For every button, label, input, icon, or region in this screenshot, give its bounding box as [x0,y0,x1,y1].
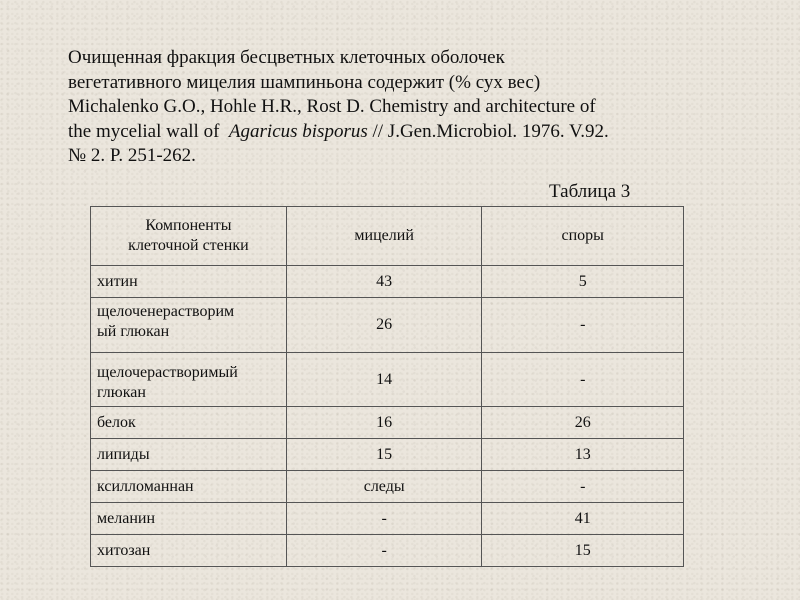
row-name-line-1: щелоченерастворим [97,303,235,320]
table-row [91,439,684,471]
table-row [91,353,684,407]
table-header-row [91,207,684,266]
row-mycelium-value: 14 [286,353,482,407]
row-name: хитин [91,266,287,298]
table-row [91,535,684,567]
intro-paragraph [68,46,728,169]
row-name-line-1: щелочерастворимый [97,364,238,381]
species-name-italic: Agaricus bisporus [228,120,368,142]
row-name-line-2: глюкан [97,384,146,401]
intro-line-4 [68,120,728,145]
header-spores: споры [482,207,684,266]
row-spores-value: - [482,471,684,503]
table-row [91,298,684,353]
row-mycelium-value: следы [286,471,482,503]
header-mycelium: мицелий [286,207,482,266]
header-components-line-1: Компоненты [145,217,232,234]
row-spores-value: 41 [482,503,684,535]
citation-text-after: // J.Gen.Microbiol. 1976. V.92. [372,120,609,142]
row-mycelium-value: 43 [286,266,482,298]
intro-line-2: вегетативного мицелия шампиньона содержит (% сух вес) [68,71,541,93]
row-mycelium-value: 26 [286,298,482,353]
header-components-line-2: клеточной стенки [128,237,249,254]
intro-line-5: № 2. P. 251-262. [68,145,196,167]
table-row [91,471,684,503]
row-mycelium-value: 15 [286,439,482,471]
row-name [91,353,287,407]
row-spores-value: - [482,353,684,407]
row-spores-value: 15 [482,535,684,567]
cell-wall-composition-table [90,206,684,567]
row-name [91,298,287,353]
intro-line-3: Michalenko G.O., Hohle H.R., Rost D. Chemistry and architecture of [68,96,596,118]
row-name: липиды [91,439,287,471]
row-name: белок [91,407,287,439]
header-components [91,207,287,266]
table-row [91,266,684,298]
citation-text-before: the mycelial wall of [68,120,220,142]
row-name-line-2: ый глюкан [97,323,170,340]
table-row [91,503,684,535]
row-spores-value: 5 [482,266,684,298]
row-name: хитозан [91,535,287,567]
row-spores-value: 13 [482,439,684,471]
row-mycelium-value: - [286,535,482,567]
row-spores-value: - [482,298,684,353]
row-name: меланин [91,503,287,535]
row-mycelium-value: 16 [286,407,482,439]
table-caption: Таблица 3 [549,181,631,202]
row-mycelium-value: - [286,503,482,535]
table-row [91,407,684,439]
row-spores-value: 26 [482,407,684,439]
row-name: ксилломаннан [91,471,287,503]
intro-line-1: Очищенная фракция бесцветных клеточных оболочек [68,47,505,68]
